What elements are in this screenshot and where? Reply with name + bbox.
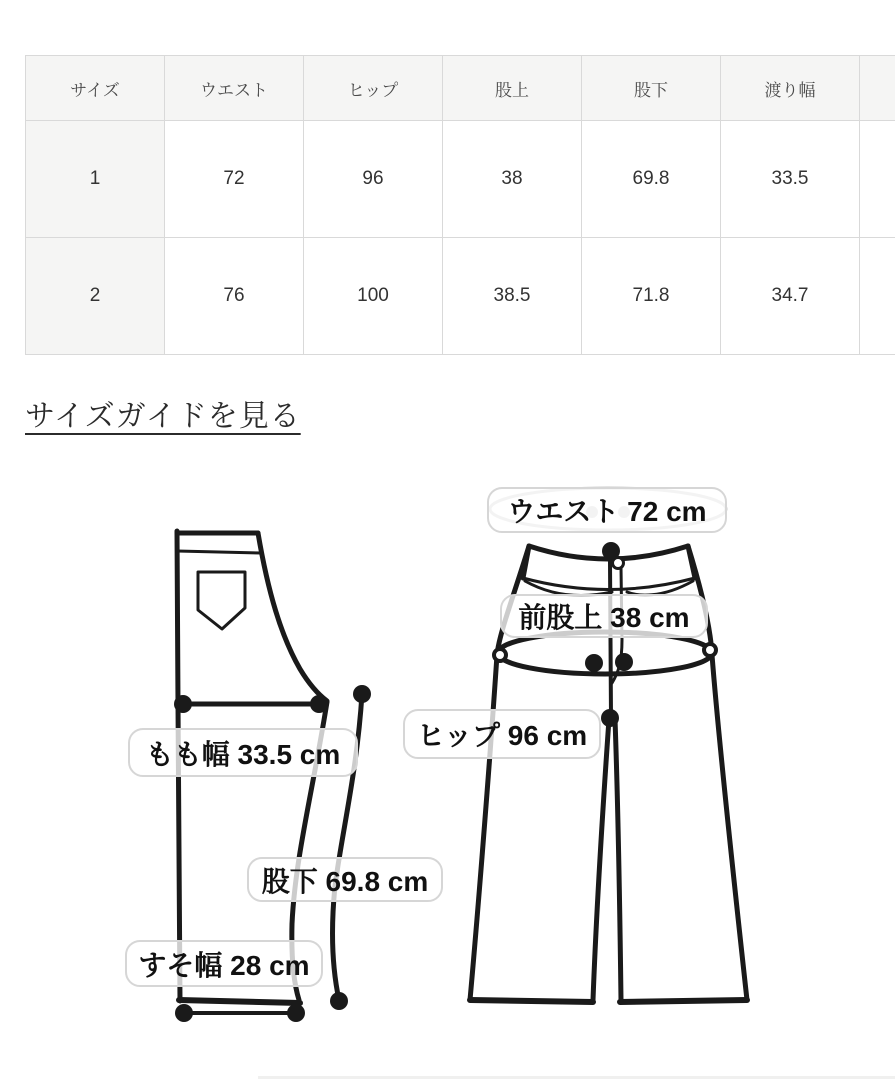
hem-width-measure-label: すそ幅 28 cm bbox=[125, 940, 323, 987]
waist-measure-label: ウエスト 72 cm bbox=[487, 487, 727, 533]
inseam-measure-label: 股下 69.8 cm bbox=[247, 857, 443, 902]
size-table bbox=[25, 55, 895, 355]
back-pocket bbox=[198, 572, 245, 629]
col-header-size: サイズ bbox=[26, 56, 165, 121]
cell-rise: 38.5 bbox=[443, 238, 582, 355]
size-guide-link[interactable]: サイズガイドを見る bbox=[25, 400, 301, 433]
cell-rise: 38 bbox=[443, 121, 582, 238]
col-header-inseam: 股下 bbox=[582, 56, 721, 121]
front-rise-measure-line bbox=[610, 562, 611, 717]
size-table-wrapper bbox=[25, 55, 895, 355]
cell-size: 2 bbox=[26, 238, 165, 355]
col-header-thigh: 渡り幅 bbox=[721, 56, 860, 121]
thigh-width-measure-label: もも幅 33.5 cm bbox=[128, 728, 358, 777]
table-row bbox=[26, 238, 895, 355]
cell-inseam: 71.8 bbox=[582, 238, 721, 355]
hip-measure-ellipse bbox=[498, 632, 712, 674]
table-row bbox=[26, 121, 895, 238]
size-table-header-row bbox=[26, 56, 895, 121]
cell-thigh: 33.5 bbox=[721, 121, 860, 238]
col-header-rise: 股上 bbox=[443, 56, 582, 121]
col-header-waist: ウエスト bbox=[165, 56, 304, 121]
hip-measure-label: ヒップ 96 cm bbox=[403, 709, 601, 759]
cell-thigh: 34.7 bbox=[721, 238, 860, 355]
cell-size: 1 bbox=[26, 121, 165, 238]
front-rise-measure-label: 前股上 38 cm bbox=[500, 594, 708, 638]
col-header-hip: ヒップ bbox=[304, 56, 443, 121]
crotch-dot bbox=[601, 709, 619, 727]
cell-hip: 100 bbox=[304, 238, 443, 355]
cell-waist: 72 bbox=[165, 121, 304, 238]
cell-waist: 76 bbox=[165, 238, 304, 355]
cell-cutoff bbox=[860, 121, 895, 238]
section-divider bbox=[258, 1076, 895, 1079]
cell-hip: 96 bbox=[304, 121, 443, 238]
col-header-cutoff bbox=[860, 56, 895, 121]
cell-inseam: 69.8 bbox=[582, 121, 721, 238]
cell-cutoff bbox=[860, 238, 895, 355]
